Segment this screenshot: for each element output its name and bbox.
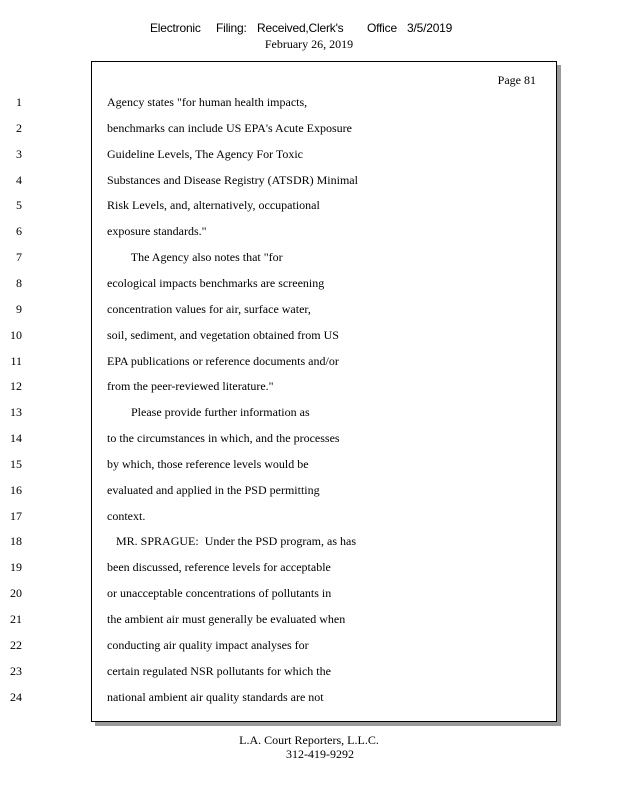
hearing-date: February 26, 2019 — [264, 37, 354, 51]
line-text: or unacceptable concentrations of pollutants in — [107, 586, 332, 601]
transcript-line — [0, 173, 560, 189]
line-number: 20 — [10, 586, 22, 601]
line-text: The Agency also notes that "for — [107, 250, 283, 265]
line-text: MR. SPRAGUE: Under the PSD program, as has — [107, 534, 356, 549]
transcript-line — [0, 690, 560, 706]
stamp-received-clerks: Received,Clerk's — [257, 21, 344, 35]
line-number: 5 — [16, 198, 22, 213]
line-number: 18 — [10, 534, 22, 549]
line-number: 22 — [10, 637, 22, 652]
transcript-line — [0, 250, 560, 266]
line-number: 12 — [10, 379, 22, 394]
line-text: national ambient air quality standards are not — [107, 689, 324, 704]
line-number: 16 — [10, 482, 22, 497]
line-number: 4 — [16, 172, 22, 187]
stamp-electronic: Electronic — [150, 21, 201, 35]
transcript-line — [0, 147, 560, 163]
transcript-line — [0, 612, 560, 628]
line-text: certain regulated NSR pollutants for which the — [107, 663, 331, 678]
line-text: to the circumstances in which, and the processes — [107, 431, 340, 446]
line-text: Substances and Disease Registry (ATSDR) Minimal — [107, 172, 358, 187]
line-text: the ambient air must generally be evaluated when — [107, 612, 346, 626]
line-number: 9 — [16, 301, 22, 316]
line-text: conducting air quality impact analyses for — [107, 637, 309, 652]
transcript-line — [0, 457, 560, 473]
transcript-line — [0, 354, 560, 370]
line-number: 7 — [16, 250, 22, 265]
line-number: 3 — [16, 146, 22, 161]
line-number: 2 — [16, 120, 22, 135]
line-text: from the peer-reviewed literature." — [107, 379, 274, 394]
line-text: context. — [107, 508, 146, 523]
transcript-line — [0, 379, 560, 395]
footer-phone: 312-419-9292 — [286, 747, 354, 761]
line-number: 19 — [10, 560, 22, 575]
stamp-office: Office — [367, 21, 397, 35]
line-text: Risk Levels, and, alternatively, occupational — [107, 198, 320, 213]
line-text: evaluated and applied in the PSD permitting — [107, 482, 320, 497]
transcript-line — [0, 95, 560, 111]
transcript-line — [0, 276, 560, 292]
line-number: 21 — [10, 612, 22, 626]
transcript-line — [0, 405, 560, 421]
line-text: exposure standards." — [107, 224, 207, 239]
transcript-line — [0, 560, 560, 576]
line-text: benchmarks can include US EPA's Acute Exposure — [107, 120, 353, 135]
line-number: 6 — [16, 224, 22, 239]
line-number: 1 — [16, 95, 22, 109]
transcript-line — [0, 121, 560, 137]
line-number: 8 — [16, 275, 22, 290]
footer-company: L.A. Court Reporters, L.L.C. — [239, 733, 379, 747]
transcript-line — [0, 431, 560, 447]
line-number: 23 — [10, 663, 22, 678]
transcript-line — [0, 224, 560, 240]
line-number: 11 — [10, 353, 22, 368]
stamp-date: 3/5/2019 — [407, 21, 453, 35]
transcript-line — [0, 328, 560, 344]
line-number: 17 — [10, 508, 22, 523]
transcript-line — [0, 509, 560, 525]
line-text: Guideline Levels, The Agency For Toxic — [107, 146, 304, 161]
line-text: EPA publications or reference documents and/or — [107, 353, 339, 368]
transcript-line — [0, 198, 560, 214]
line-number: 10 — [10, 327, 22, 342]
stamp-filing: Filing: — [216, 21, 247, 35]
line-text: soil, sediment, and vegetation obtained from US — [107, 327, 339, 342]
transcript-line — [0, 302, 560, 318]
transcript-line — [0, 483, 560, 499]
line-text: ecological impacts benchmarks are screening — [107, 275, 325, 290]
transcript-line — [0, 586, 560, 602]
transcript-line — [0, 534, 560, 550]
line-text: Agency states "for human health impacts, — [107, 95, 308, 109]
line-number: 13 — [10, 405, 22, 420]
transcript-line — [0, 664, 560, 680]
transcript-line — [0, 638, 560, 654]
line-text: Please provide further information as — [107, 405, 310, 420]
line-text: been discussed, reference levels for acceptable — [107, 560, 331, 575]
line-number: 24 — [10, 689, 22, 704]
line-text: concentration values for air, surface water, — [107, 301, 311, 316]
line-number: 15 — [10, 456, 22, 471]
page-number: Page 81 — [497, 73, 536, 87]
line-number: 14 — [10, 431, 22, 446]
line-text: by which, those reference levels would be — [107, 456, 309, 471]
